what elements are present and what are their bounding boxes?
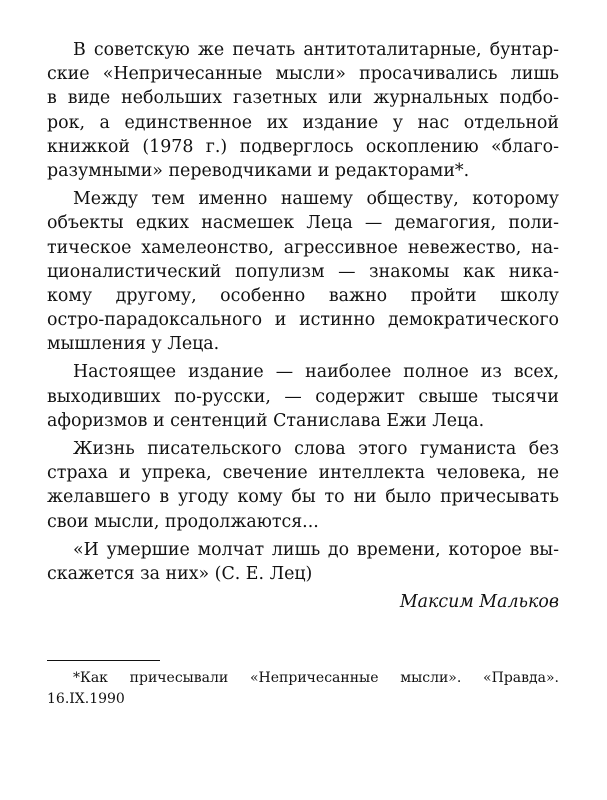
footnote — [47, 668, 559, 710]
text-line: «И умершие молчат лишь до времени, которое вы- — [73, 539, 559, 560]
text-line: мышления у Леца. — [47, 334, 220, 355]
text-line: ционалистический популизм — знакомы как ника- — [47, 261, 559, 282]
paragraph-3 — [47, 360, 559, 433]
text-line: желавшего в угоду кому бы то ни было причесывать — [47, 487, 559, 508]
text-line: тическое хамелеонство, агрессивное невежество, на- — [47, 237, 559, 258]
text-line: кому другому, особенно важно пройти школу — [47, 285, 559, 306]
footnote-line: *Как причесывали «Непричесанные мысли». «Правда». — [73, 670, 559, 686]
text-line: страха и упрека, свечение интеллекта человека, не — [47, 463, 559, 484]
text-line: Настоящее издание — наиболее полное из всех, — [73, 362, 559, 383]
main-text — [47, 38, 559, 618]
text-line: Жизнь писательского слова этого гуманиста без — [73, 439, 559, 459]
text-line: свои мысли, продолжаются... — [47, 511, 319, 532]
paragraph-2 — [47, 187, 559, 356]
text-line: остро-парадоксального и истинно демократического — [47, 310, 559, 331]
text-line: афоризмов и сентенций Станислава Ежи Леца. — [47, 410, 485, 431]
paragraph-quote — [47, 538, 559, 586]
author-signature: Максим Мальков — [399, 592, 559, 613]
text-line: В советскую же печать антитоталитарные, бунтар- — [73, 40, 559, 60]
paragraph-4 — [47, 437, 559, 534]
text-line: ские «Непричесанные мысли» просачивались лишь — [47, 64, 559, 85]
paragraph-1 — [47, 38, 559, 183]
footnote-line: 16.IX.1990 — [47, 691, 125, 707]
text-line: объекты едких насмешек Леца — демагогия, поли- — [47, 213, 559, 234]
footnote-divider — [47, 660, 160, 661]
text-line: в виде небольших газетных или журнальных подбо- — [47, 88, 559, 109]
text-line: книжкой (1978 г.) подверглось оскоплению «благо- — [47, 136, 559, 157]
text-line: скажется за них» (С. Е. Лец) — [47, 563, 313, 584]
text-line: выходивших по-русски, — содержит свыше тысячи — [47, 386, 559, 407]
text-line: рок, а единственное их издание у нас отдельной — [47, 112, 559, 133]
text-line: разумными» переводчиками и редакторами*. — [47, 160, 470, 181]
text-line: Между тем именно нашему обществу, которому — [73, 189, 559, 210]
